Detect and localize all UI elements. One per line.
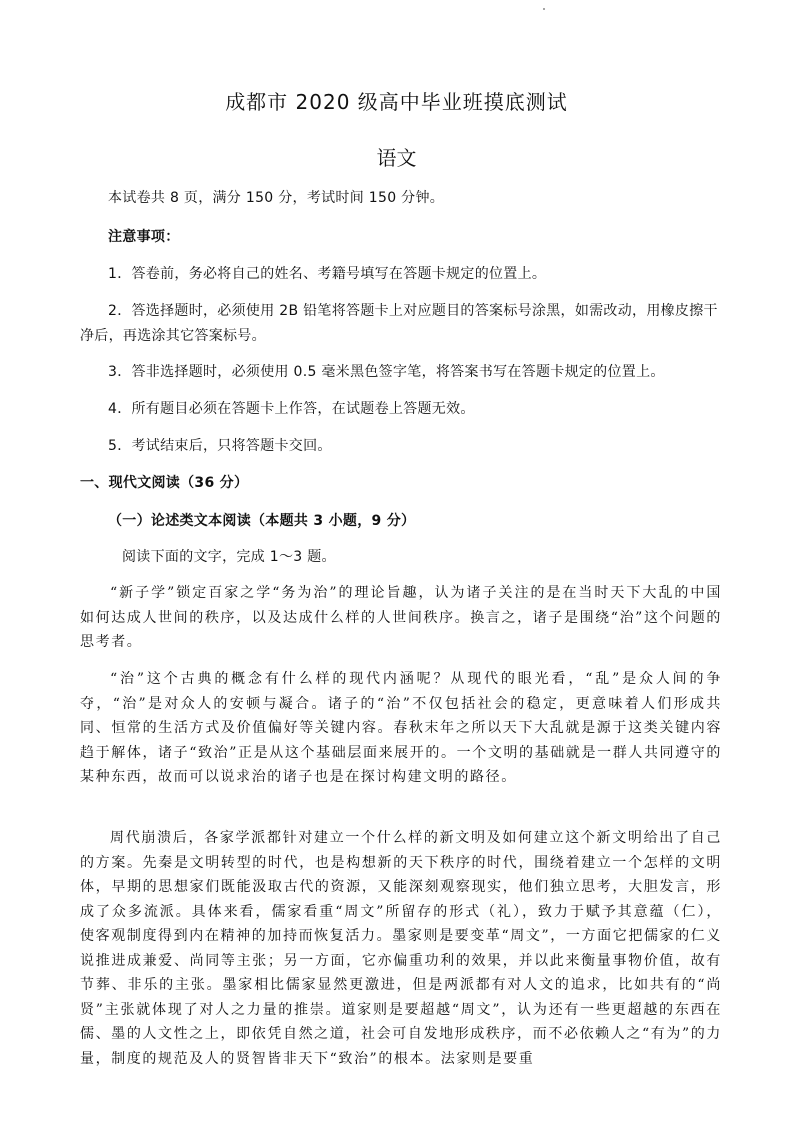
- note-item: 4．所有题目必须在答题卡上作答，在试题卷上答题无效。: [108, 401, 475, 417]
- page-mark: [543, 8, 545, 10]
- reading-instruction: 阅读下面的文字，完成 1～3 题。: [122, 549, 336, 565]
- passage-paragraph: “新子学”锁定百家之学“务为治”的理论旨趣，认为诸子关注的是在当时天下大乱的中国如何达成人世间的秩序，以及达成什么样的人世间秩序。换言之，诸子是围绕“治”这个问题的思考者。: [80, 585, 722, 650]
- note-item: 1．答卷前，务必将自己的姓名、考籍号填写在答题卡规定的位置上。: [108, 266, 547, 282]
- note-item: 3．答非选择题时，必须使用 0.5 毫米黑色签字笔，将答案书写在答题卡规定的位置上。: [108, 364, 665, 380]
- passage-paragraph: “治”这个古典的概念有什么样的现代内涵呢？从现代的眼光看，“乱”是众人间的争夺，“治”是对众人的安顿与凝合。诸子的“治”不仅包括社会的稳定，更意味着人们形成共同、恒常的生活方式及价值偏好等关键内容。春秋末年之所以天下大乱就是源于这类关键内容趋于解体，诸子“致治”正是从这个基础层面来展开的。一个文明的基础就是一群人共同遵守的某种东西，故而可以说求治的诸子也是在探讨构建文明的路径。: [80, 671, 722, 785]
- section-heading: 一、现代文阅读（36 分）: [80, 475, 249, 491]
- note-item: 2．答选择题时，必须使用 2B 铅笔将答题卡上对应题目的答案标号涂黑，如需改动，用橡皮擦干净后，再选涂其它答案标号。: [80, 303, 718, 344]
- exam-title: 成都市 2020 级高中毕业班摸底测试: [225, 90, 568, 114]
- sub-section-heading: （一）论述类文本阅读（本题共 3 小题，9 分）: [108, 513, 416, 529]
- note-item: 5．考试结束后，只将答题卡交回。: [108, 438, 332, 454]
- notes-heading: 注意事项：: [108, 229, 180, 245]
- exam-intro: 本试卷共 8 页，满分 150 分，考试时间 150 分钟。: [108, 190, 445, 206]
- passage-paragraph: 周代崩溃后，各家学派都针对建立一个什么样的新文明及如何建立这个新文明给出了自己的方案。先秦是文明转型的时代，也是构想新的天下秩序的时代，围绕着建立一个怎样的文明体，早期的思想家们既能汲取古代的资源，又能深刻观察现实，他们独立思考，大胆发言，形成了众多流派。具体来看，儒家看重“周文”所留存的形式（礼），致力于赋予其意蕴（仁），使客观制度得到内在精神的加持而恢复活力。墨家则是要变革“周文”，一方面它把儒家的仁义说推进成兼爱、尚同等主张；另一方面，它亦偏重功利的效果，并以此来衡量事物价值，故有节葬、非乐的主张。墨家相比儒家显然更激进，但是两派都有对人文的追求，比如共有的“尚贤”主张就体现了对人之力量的推崇。道家则是要超越“周文”，认为还有一些更超越的东西在儒、墨的人文性之上，即依凭自然之道，社会可自发地形成秩序，而不必依赖人之“有为”的力量，制度的规范及人的贤智皆非天下“致治”的根本。法家则是要重: [80, 830, 722, 1067]
- exam-subject: 语文: [376, 146, 417, 170]
